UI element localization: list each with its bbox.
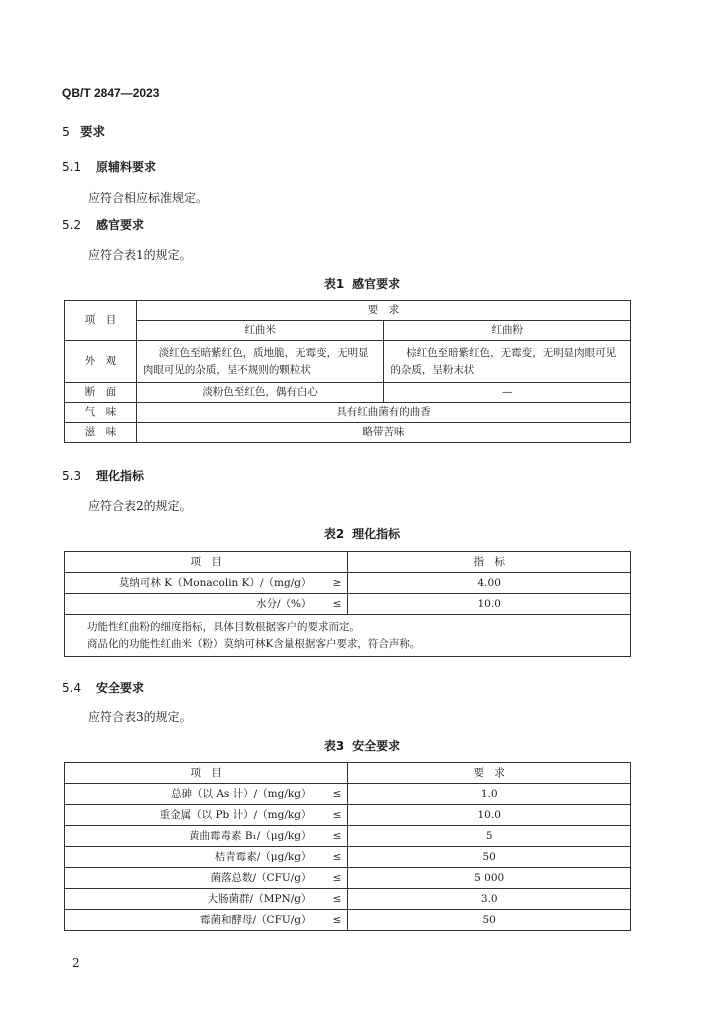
- comparison-symbol: ≥: [315, 573, 347, 594]
- row-item: 外 观: [65, 341, 137, 383]
- caption-number: 表2: [323, 527, 345, 541]
- cell-value: 10.0: [348, 594, 631, 615]
- cell-value: 1.0: [348, 784, 631, 805]
- section-number: 5: [62, 124, 70, 139]
- comparison-symbol: ≤: [315, 784, 347, 805]
- section-number: 5.4: [62, 681, 82, 695]
- cell-value: 具有红曲菌有的曲香: [136, 403, 630, 423]
- row-item: 大肠菌群/（MPN/g）: [65, 889, 316, 910]
- cell-value: 淡红色至暗紫红色，质地脆，无霉变，无明显肉眼可见的杂质，呈不规则的颗粒状: [136, 341, 384, 383]
- section-number: 5.1: [62, 160, 82, 174]
- cell-value: —: [384, 383, 631, 403]
- section-title: 安全要求: [96, 681, 145, 695]
- comparison-symbol: ≤: [315, 826, 347, 847]
- cell-value: 3.0: [348, 889, 631, 910]
- section-5-4-text: 应符合表3的规定。: [88, 710, 192, 724]
- table-row: [65, 889, 631, 910]
- table-row: [65, 910, 631, 931]
- table3-safety: [64, 762, 631, 931]
- table1-caption: [0, 275, 724, 292]
- comparison-symbol: ≤: [315, 889, 347, 910]
- table-row: [65, 847, 631, 868]
- table3-caption: [0, 737, 724, 754]
- table-row: [65, 341, 631, 383]
- page-number: 2: [72, 956, 80, 970]
- header-red-yeast-rice: 红曲米: [136, 321, 384, 341]
- row-item: 总砷（以 As 计）/（mg/kg）: [65, 784, 316, 805]
- row-item: 重金属（以 Pb 计）/（mg/kg）: [65, 805, 316, 826]
- section-number: 5.2: [62, 218, 82, 232]
- cell-value: 50: [348, 847, 631, 868]
- table-row: [65, 594, 631, 615]
- cell-value: 5: [348, 826, 631, 847]
- section-5-1-heading: [62, 158, 156, 175]
- section-5-2-heading: [62, 216, 144, 233]
- table2-caption: [0, 525, 724, 542]
- section-title: 原辅料要求: [96, 160, 157, 174]
- caption-title: 安全要求: [352, 739, 401, 753]
- table2-physicochemical: [64, 551, 631, 657]
- section-5-heading: [62, 122, 105, 140]
- comparison-symbol: ≤: [315, 910, 347, 931]
- comparison-symbol: ≤: [315, 594, 347, 615]
- header-requirement: 要 求: [136, 301, 630, 321]
- cell-value: 50: [348, 910, 631, 931]
- table-row: [65, 784, 631, 805]
- header-requirement: 要 求: [348, 763, 631, 784]
- caption-number: 表1: [323, 277, 345, 291]
- row-item: 霉菌和酵母/（CFU/g）: [65, 910, 316, 931]
- table-row: [65, 868, 631, 889]
- header-item: 项 目: [65, 552, 348, 573]
- section-5-2-text: 应符合表1的规定。: [88, 248, 192, 262]
- row-item: 断 面: [65, 383, 137, 403]
- table1-sensory: [64, 300, 631, 443]
- caption-number: 表3: [323, 739, 345, 753]
- header-red-yeast-powder: 红曲粉: [384, 321, 631, 341]
- section-number: 5.3: [62, 469, 82, 483]
- caption-title: 感官要求: [352, 277, 401, 291]
- header-item: 项 目: [65, 763, 348, 784]
- row-item: 莫纳可林 K（Monacolin K）/（mg/g）: [65, 573, 316, 594]
- cell-value: 5 000: [348, 868, 631, 889]
- section-5-1-text: 应符合相应标准规定。: [88, 191, 209, 205]
- table-row: [65, 573, 631, 594]
- note-line: 功能性红曲粉的细度指标，具体目数根据客户的要求而定。: [87, 620, 360, 633]
- table-row: [65, 383, 631, 403]
- table-notes: [65, 615, 631, 657]
- caption-title: 理化指标: [352, 527, 401, 541]
- row-item: 菌落总数/（CFU/g）: [65, 868, 316, 889]
- table-row: [65, 403, 631, 423]
- header-item: 项 目: [65, 301, 137, 341]
- row-item: 桔青霉素/（μg/kg）: [65, 847, 316, 868]
- row-item: 气 味: [65, 403, 137, 423]
- cell-value: 淡粉色至红色，偶有白心: [136, 383, 384, 403]
- note-line: 商品化的功能性红曲米（粉）莫纳可林K含量根据客户要求，符合声称。: [87, 637, 421, 650]
- table-row: [65, 423, 631, 443]
- cell-value: 4.00: [348, 573, 631, 594]
- section-title: 理化指标: [96, 469, 145, 483]
- section-5-3-text: 应符合表2的规定。: [88, 499, 192, 513]
- table-notes-row: [65, 615, 631, 657]
- row-item: 水分/（%）: [65, 594, 316, 615]
- comparison-symbol: ≤: [315, 847, 347, 868]
- standard-code: QB/T 2847—2023: [62, 86, 160, 100]
- row-item: 黄曲霉毒素 B₁/（μg/kg）: [65, 826, 316, 847]
- section-5-4-heading: [62, 679, 144, 696]
- cell-value: 略带苦味: [136, 423, 630, 443]
- section-title: 感官要求: [96, 218, 145, 232]
- table-row: [65, 805, 631, 826]
- header-index: 指 标: [348, 552, 631, 573]
- cell-value: 10.0: [348, 805, 631, 826]
- section-title: 要求: [80, 124, 106, 139]
- comparison-symbol: ≤: [315, 805, 347, 826]
- table-row: [65, 826, 631, 847]
- row-item: 滋 味: [65, 423, 137, 443]
- cell-value: 棕红色至暗紫红色，无霉变，无明显肉眼可见的杂质，呈粉末状: [384, 341, 631, 383]
- comparison-symbol: ≤: [315, 868, 347, 889]
- section-5-3-heading: [62, 467, 144, 484]
